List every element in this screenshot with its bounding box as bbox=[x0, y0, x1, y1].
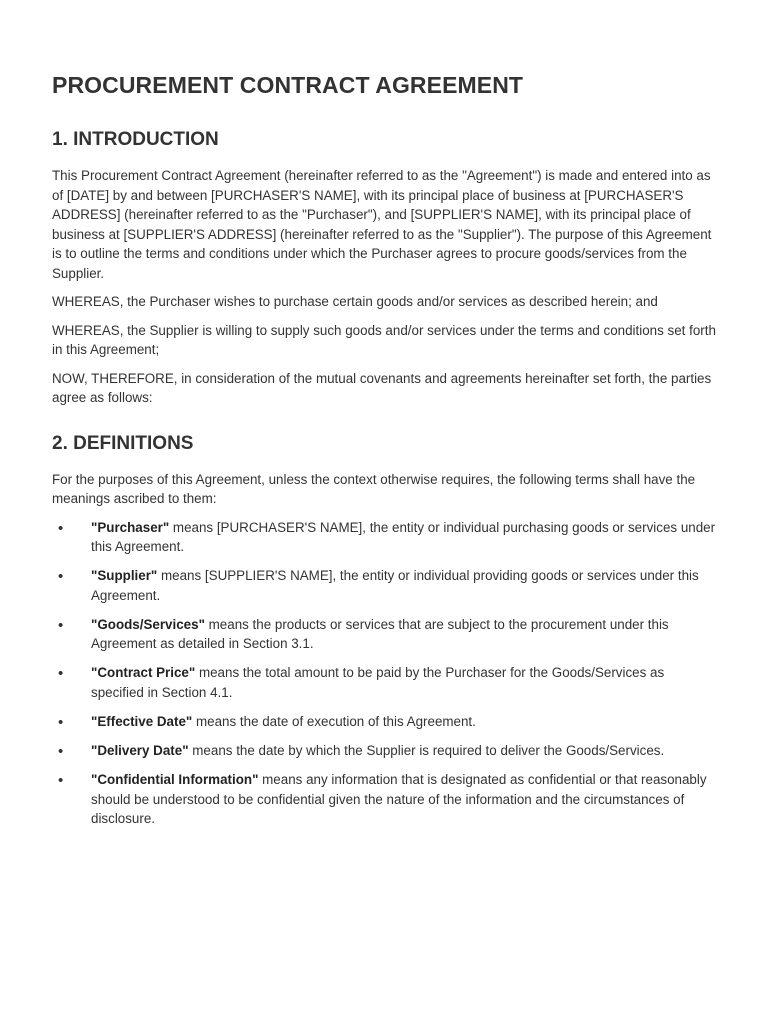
bullet-icon: • bbox=[58, 772, 64, 790]
bullet-icon: • bbox=[58, 742, 64, 760]
now-therefore-paragraph: NOW, THEREFORE, in consideration of the mutual covenants and agreements hereinafter set forth, the parties agree as follows: bbox=[52, 370, 712, 405]
definition-term: "Purchaser" bbox=[91, 519, 170, 535]
bullet-icon: • bbox=[58, 665, 64, 683]
definition-term: "Goods/Services" bbox=[91, 616, 205, 632]
definition-item-supplier bbox=[52, 566, 720, 605]
definition-item-delivery-date bbox=[52, 741, 720, 761]
section-heading-definitions: 2. DEFINITIONS bbox=[52, 432, 194, 454]
definition-item-goods-services bbox=[52, 615, 720, 654]
bullet-icon: • bbox=[58, 616, 64, 634]
definition-item-effective-date bbox=[52, 712, 720, 732]
definition-term: "Supplier" bbox=[91, 568, 158, 584]
definition-text: means the products or services that are subject to the procurement under this Agreement as detailed in Section 3.1. bbox=[91, 616, 669, 652]
bullet-icon: • bbox=[58, 713, 64, 731]
whereas-purchaser-paragraph: WHEREAS, the Purchaser wishes to purchase certain goods and/or services as described herein; and bbox=[52, 294, 658, 309]
intro-paragraph: This Procurement Contract Agreement (hereinafter referred to as the "Agreement") is made and entered into as of [DATE] by and between [PURCHASER'S NAME], with its principal place of business at [PURCHASER'S ADDRESS] (hereinafter referred to as the "Purchaser"), and [SUPPLIER'S NAME], with its principal place of business at [SUPPLIER'S ADDRESS] (hereinafter referred to as the "Supplier"). The purpose of this Agreement is to outline the terms and conditions under which the Purchaser agrees to procure goods/services from the Supplier. bbox=[52, 168, 712, 281]
definitions-list bbox=[52, 518, 720, 829]
section-heading-introduction: 1. INTRODUCTION bbox=[52, 129, 219, 150]
definition-term: "Confidential Information" bbox=[91, 772, 259, 788]
bullet-icon: • bbox=[58, 568, 64, 586]
definition-term: "Contract Price" bbox=[91, 665, 196, 681]
definition-item-contract-price bbox=[52, 663, 720, 702]
definition-term: "Effective Date" bbox=[91, 713, 193, 729]
definitions-intro-paragraph: For the purposes of this Agreement, unless the context otherwise requires, the following terms shall have the meanings ascribed to them: bbox=[52, 471, 696, 506]
definition-text: means [PURCHASER'S NAME], the entity or individual purchasing goods or services under this Agreement. bbox=[91, 519, 716, 554]
bullet-icon: • bbox=[58, 519, 64, 537]
definition-text: means the total amount to be paid by the Purchaser for the Goods/Services as specified in Section 4.1. bbox=[91, 665, 665, 700]
definition-text: means any information that is designated as confidential or that reasonably should be understood to be confidential given the nature of the information and the circumstances of disclosure. bbox=[91, 772, 707, 827]
document-page bbox=[52, 68, 720, 838]
document-title: PROCUREMENT CONTRACT AGREEMENT bbox=[52, 72, 524, 98]
definition-item-purchaser bbox=[52, 518, 720, 557]
definition-text: means the date by which the Supplier is required to deliver the Goods/Services. bbox=[188, 742, 665, 758]
whereas-supplier-paragraph: WHEREAS, the Supplier is willing to supply such goods and/or services under the terms and conditions set forth in this Agreement; bbox=[52, 322, 716, 357]
definition-term: "Delivery Date" bbox=[91, 742, 189, 758]
definition-item-confidential-information bbox=[52, 770, 720, 829]
definition-text: means [SUPPLIER'S NAME], the entity or individual providing goods or services under this Agreement. bbox=[91, 568, 699, 603]
definition-text: means the date of execution of this Agreement. bbox=[192, 713, 476, 729]
